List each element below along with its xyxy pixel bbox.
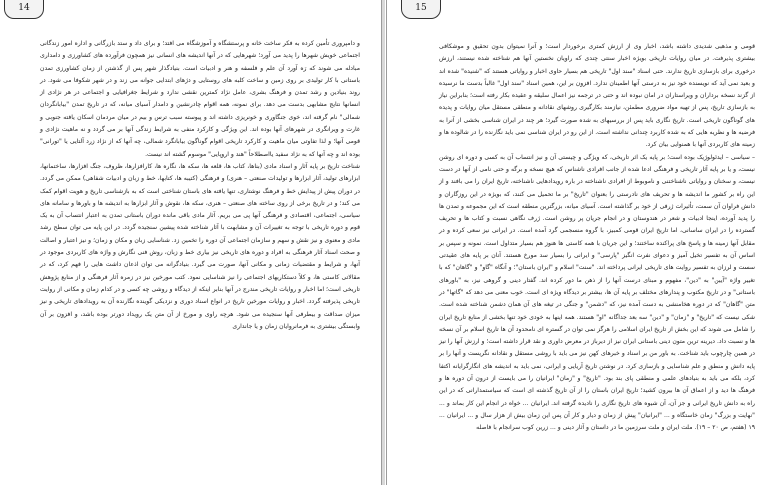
page-number-tab: 14: [4, 0, 44, 19]
paragraph: شناخت تاریخ بر پایه آثار و اسناد مادی (بناها، کتاب ها، قلعه ها، سکه ها، نگاره ها، کارافزارها، ظروف، جنگ افزارها، ساختمانها، ابزارهای تولید، آثار ابزارها و تولیدات صنعتی – هنری) و فرهنگی (کتیبه ها، کتابها، خط و زبان و ادبیات شفاهی) ممکن می گردد. در دوران پیش از پیدایش خط و فرهنگ نوشتاری، تنها یافته های باستان شناختی است که به بازشناسی تاریخ و هویت اقوام کمک می کند؛ و در تاریخ برخی از روی ساخته های صنعتی – هنری، سکه ها، نقوش و آثار ابزارها به اندیشه ها و باورها و سامانه های سیاسی، اجتماعی، اقتصادی و فرهنگی آنها پی می بریم. آثار مادی باقی مانده دوران باستانی تمدن به اعتبار انتساب آن به یک قوم و دوره تاریخی با توجه به تغییرات آن و مشابهت با آثار شناخته شده پیشین سنجیده گردد. در این پایه می توان سطح رشد مادی و معنوی و نیز نقش و سهم و سازمان اجتماعی آن دوره را تخمین زد. شناسایی زبان و مکان و زمان؛ و نیز اعتبار و اصالت و صحت اسناد آثار فرهنگی به افراد و دوره های تاریخی نیز بیاری خط و زبان، روش فنی نگارش و واژه های کاربردی موجود در آنها، و شرایط و مقتضیات زمانی و مکانی آنها، صورت می گیرد. بنیادگرانه می توان اذعان داشت هایی را فهم کرد، که در مقالاتی کاستی ها، و کلاً دستکاریهای اجتماعی را نیز شناسایی نمود. کتب مورخین نیز در زمره آثار فرهنگی و از منابع پژوهش تاریخی است؛ اما اخبار و روایات تاریخی مندرج در آنها بنابر اینکه از دیدگاه و روشی چه کسی و در کدام زمان و مکانی از روایت تاریخی پذیرفته گردد. اخبار و روایات مورخین تاریخ در انواع اسناد دوری و نزدیکی گوینده نگارنده آن به رویدادهای تاریخی و نیز میزان صداقت و بیطرفی آنها سنجیده می شود. هرچه راوی و مورخ از آن متن یک رویداد دورتر بوده باشد، و افزون بر آن وابستگی بیشتری به فرمانروایان زمان و یا جانداری: [40, 162, 360, 330]
paragraph: – سیاسی – ایدئولوژیک بوده است؛ بر پایه یک اثر تاریخی، که ویژگی و چیستی آن و نیز انتساب آن به کسی و دوره ای روشن نیست، و یا بر پایه آثار تاریخی و فرهنگی ادعا شده از جانب افرادی ناشناس که هیچ نسخه و برگه و حتی نامی از آنها در دست نیست، و سخنان و روایاتی ناشناختنی و ناموبوط از افرادی ناشناخته در باره رویدادهایی ناشناخته، تاریخ ایران را می بافند و از این راه بر کشور ما اندیشه ها و تحریف های نادرستی را بعنوان "تاریخ" بر ما تحمیل می کنند، که بویژه در این روزگاران و دانش فراوان آن سمت، تأثیرات ژرفی از خود بر گذاشته است. آسیای میانه، بزرگترین منطقه است که این مجموعه و تمدن ها را پدید آورده، اینجا ادبیات و شعر در هندوستان و در انجام جریان پر روشن است. ژرف نگاهی نسبت و کتاب ها و تحریف گسترده را در ایران ساسانی، اما تاریخ ایران قومی کمبیز، با گروه منسجمی گرد آمده است. در ایرانی نیز سعی کرده و در مقابل آنها زمینه ها و پاسخ های پراکنده ساختند؛ و این جریان با همه کاستی ها هنوز هم بسیار متداول است. نمونه و سپس بر اساس آن به تفسیر تخیل آمیز و دعوای نفرت انگیز "پارسی" و ایرانی را بسیار سد مورخ هستند. آنان بر پایه های عقیدتی سست و لرزان به تفسیر روایت های تاریخی ایرانی پرداخته اند. "سنت" اسلام و "ایران باستان"؛ و آنگاه "گاو" و "گاهان" که با تغییر واژه "آیین" به "دین"، مفهوم و مبنای درست آنها را از ذهن ما دور کرده اند. گفتار دینی و گروهی نیز، به "باورهای باستانی" و در تاریخ مکتوب و پندارهای مختلف بر پایه آن ها، بیشتر بر دیدگاه ویژه ای است. خوب معنی می دهد که "گاتها" در متن "گاهان" که در دوره هخامنشی به دست آمده نیز، که "دشمن" و جنگی در تیغه های آن همان دشمن شناخته شده است. شکی نیست که "تاریخ" و "زمان" و "دین" سه بعد جداگانه "او" هستند. همه اینها به خودی خود تنها بخشی از منابع تاریخ ایران را شامل می شوند که این بخش از تاریخ ایران اسلامی را هرگز نمی توان در گستره ای نامحدود آن ها تاریخ اسلام بر آن نسخه ها و نسبت داد. دیرینه ترین متون دینی باستانی ایران نیز از دیرباز در معرض داوری و نقد قرار داشته است؛ و ارزش آنها را نیز در همین چارچوب باید شناخت. به باور من بر اسناد و خبرهای کهن نیز می باید با روشی مستقل و نقادانه نگریست و آنها را بر پایه دانش و منطق و علم شناسایی و بازسازی کرد. در نوشتن تاریخ آریایی و ایرانی، نمی باید به اندیشه های انگارگرایانه اکتفا کرد، بلکه می باید به بنیادهای علمی و منطقی پای بند بود. "تاریخ" و "زمان" ایرانیان را می بایست از درون آن دوره ها و فرهنگ ها دید و از اعماق آن ها بیرون کشید؛ تاریخ ایران باستان را از آن تاریخ گذشته ای است که سیاستمدارانی که در این راه به دانش تاریخ ایرانی و جز آن، آن شیوه های تاریخ نگاری را نادیده گرفته اند. ایرانیان ... خواه در انجام این کار بماند و ... "نهایت و بزرگ" زمان خاستگاه و ... "ایرانیان" پیش از زمان و دیار و کار آن پس این زمان بیش از هزار سال و ... ایرانیان ... ۱۹ (هفتم، ص ۲۰ – ۱۹). ملت ایران و ملت سرزمین ما در داستان و آثار دینی و ... زرین کوب سرانجام با فاصله: [439, 153, 755, 432]
page-number-tab: 15: [401, 0, 441, 19]
page-body-text: [439, 41, 755, 435]
page-body-text: [40, 38, 360, 333]
paragraph: قومی و مذهبی شدیدی داشته باشد، اخبار وی از ارزش کمتری برخوردار است؛ و آنرا نمیتوان بدون تحقیق و موشکافی بیشتری پذیرفت. در میان روایات تاریخی بویژه اخبار سنتی چندی که راویان نخستین آنها هم شناخته شده نیستند، ارزش درخوری برای بازسازی تاریخ ندارند. حتی اسناد "سند اول" تاریخی هم بسیار حاوی اخبار و روایاتی هستند که "شنیده" شده اند و بعید نمی آید که نویسنده خود نیز به درستی آنها اطمینان ندارد. افزون بر این، همین اسناد "سند اول" غالباً بدست ما نرسیده از گزند نسخه برداران و ویراستاران در امان نبوده اند و حتی در ترجمه نیز اعمال سلیقه و عقیده بکار رفته است؛ بنابراین نیاز به بازسازی تاریخ، پس از تهیه مواد ضروری مطمئن، نیازمند بکارگیری روشهای نقادانه و منطقی مستقل میان روایات و پدیده های گوناگون تاریخی است. تاریخ نگاری باید پس از بررسیهای به شده صورت گیرد؛ هر چند در ایران شناسی بخشی از آنرا به فرضیه ها و نظریه هایی که به شده کاربرد چندانی نداشته است. از این رو در ایران شناسی نمی باید نگارنده را در شالوده ها و زمینه های کاربردی آنها با همنوایی بیان کرد.: [439, 43, 755, 149]
left-page: [0, 0, 382, 485]
paragraph: و دامپروری تأمین کرده به فکر ساخت خانه و پرستشگاه و آموزشگاه می افتد؛ و برای داد و ستد بازرگانی و اداره امور زندگانی اجتماعی خویش شهرها را پدید می آورد؛ شهرهایی که در آنها اندیشه های انسانی نیز همچون فرآورده های کشاورزی و دامداری مبادله می شوند که رَه آورد آن علم و فلسفه و هنر و ادبیات است. بنیادگذار شهر پس از گذشتن از زمان کشاورزی تمدن باستانی با کار تولیدی بر روی زمین و ساخت کلبه های روستایی و دژهای ابتدایی جوانه می زند و در شهر شکوفا می شود. در روند بنیادین و رشد تمدن و فرهنگ بشری، عامل نژاد کمترین نقشی ندارد و شرایط جغرافیایی و اجتماعی در هر نژادی از انسانها نتایج مشابهی بدست می دهد. برای نمونه، همه اقوام چادرنشین و دامدار آسیای میانه، که در تاریخ تمدن "بیابانگردان شمالی" نام گرفته اند، خوی جنگاوری و خونریزی داشته اند و پیوسته سبب ترس و بیم در میان مردمان اسکان یافته جنوبی و غارت و ویرانگری در شهرهای آنها بوده اند. این ویژگی و کارکرد منفی به شرایط زندگی آنها بر می گردد و نه ماهیت نژادی و قومی آنها؛ و لذا تفاوتی میان ماهیت و کارکرد تاریخی اقوام گوناگون بیابانگرد شمالی، چه آنها که از نژاد زرد آلتایی یا "تورانی" بوده اند و چه آنها که به نژاد سفید یااصطلاحاً "هند و اروپایی" موسوم گشته اند نیست.: [40, 40, 360, 158]
right-page: [386, 0, 768, 485]
page-gutter: [382, 0, 385, 485]
